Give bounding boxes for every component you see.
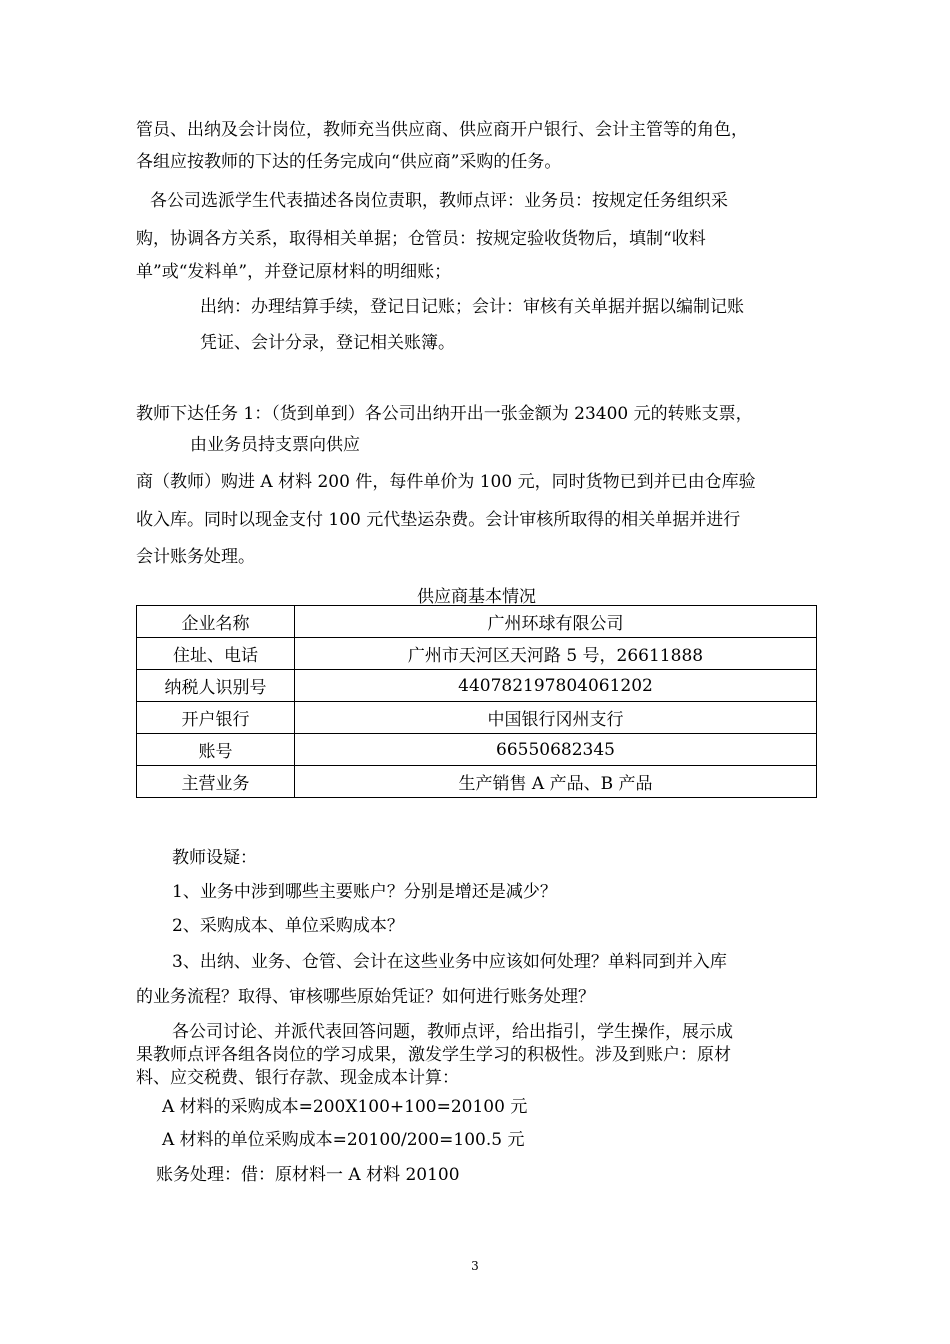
question-2: 2、采购成本、单位采购成本？: [172, 916, 404, 936]
task-line-2: 由业务员持支票向供应: [190, 435, 360, 455]
calc-purchase-cost: A 材料的采购成本=200X100+100=20100 元: [162, 1097, 528, 1117]
journal-entry: 账务处理：借：原材料一 A 材料 20100: [156, 1165, 460, 1185]
page-number: 3: [471, 1259, 479, 1273]
row-label: 住址、电话: [137, 638, 295, 670]
intro-line-2: 各组应按教师的下达的任务完成向“供应商”采购的任务。: [136, 152, 562, 172]
row-label: 开户银行: [137, 702, 295, 734]
discussion-line-2: 果教师点评各组各岗位的学习成果，激发学生学习的积极性。涉及到账户：原材: [136, 1045, 731, 1065]
intro-line-1: 管员、出纳及会计岗位，教师充当供应商、供应商开户银行、会计主管等的角色，: [136, 120, 748, 140]
duty-line-3: 单”或“发料单”，并登记原材料的明细账；: [136, 262, 452, 282]
duty-line-2: 购，协调各方关系，取得相关单据；仓管员：按规定验收货物后，填制“收料: [136, 229, 706, 249]
task-line-4: 收入库。同时以现金支付 100 元代垫运杂费。会计审核所取得的相关单据并进行: [136, 510, 741, 530]
question-1: 1、业务中涉到哪些主要账户？分别是增还是减少？: [172, 882, 557, 902]
table-row: [137, 702, 817, 734]
table-row: [137, 638, 817, 670]
row-label: 主营业务: [137, 766, 295, 798]
row-value: 广州市天河区天河路 5 号，26611888: [295, 638, 817, 670]
task-line-1: 教师下达任务 1：（货到单到）各公司出纳开出一张金额为 23400 元的转账支票，: [136, 404, 753, 424]
row-label: 纳税人识别号: [137, 670, 295, 702]
row-value: 广州环球有限公司: [295, 606, 817, 638]
supplier-table: [136, 605, 817, 798]
question-3-line-1: 3、出纳、业务、仓管、会计在这些业务中应该如何处理？单料同到并入库: [172, 952, 727, 972]
table-row: [137, 734, 817, 766]
duty-line-5: 凭证、会计分录，登记相关账簿。: [200, 333, 455, 353]
discussion-line-3: 料、应交税费、银行存款、现金成本计算：: [136, 1068, 459, 1088]
table-row: [137, 670, 817, 702]
row-value: 中国银行冈州支行: [295, 702, 817, 734]
row-label: 企业名称: [137, 606, 295, 638]
table-row: [137, 606, 817, 638]
supplier-table-caption: 供应商基本情况: [417, 587, 536, 607]
table-row: [137, 766, 817, 798]
questions-heading: 教师设疑：: [172, 848, 257, 868]
task-line-5: 会计账务处理。: [136, 547, 255, 567]
calc-unit-cost: A 材料的单位采购成本=20100/200=100.5 元: [162, 1130, 525, 1150]
discussion-line-1: 各公司讨论、并派代表回答问题，教师点评，给出指引，学生操作，展示成: [172, 1022, 733, 1042]
task-line-3: 商（教师）购进 A 材料 200 件，每件单价为 100 元，同时货物已到并已由仓库验: [136, 472, 756, 492]
row-value: 66550682345: [295, 734, 817, 766]
question-3-line-2: 的业务流程？取得、审核哪些原始凭证？如何进行账务处理？: [136, 987, 595, 1007]
row-value: 440782197804061202: [295, 670, 817, 702]
duty-line-1: 各公司选派学生代表描述各岗位责职，教师点评：业务员：按规定任务组织采: [150, 191, 728, 211]
row-value: 生产销售 A 产品、B 产品: [295, 766, 817, 798]
duty-line-4: 出纳：办理结算手续，登记日记账；会计：审核有关单据并据以编制记账: [200, 297, 744, 317]
row-label: 账号: [137, 734, 295, 766]
